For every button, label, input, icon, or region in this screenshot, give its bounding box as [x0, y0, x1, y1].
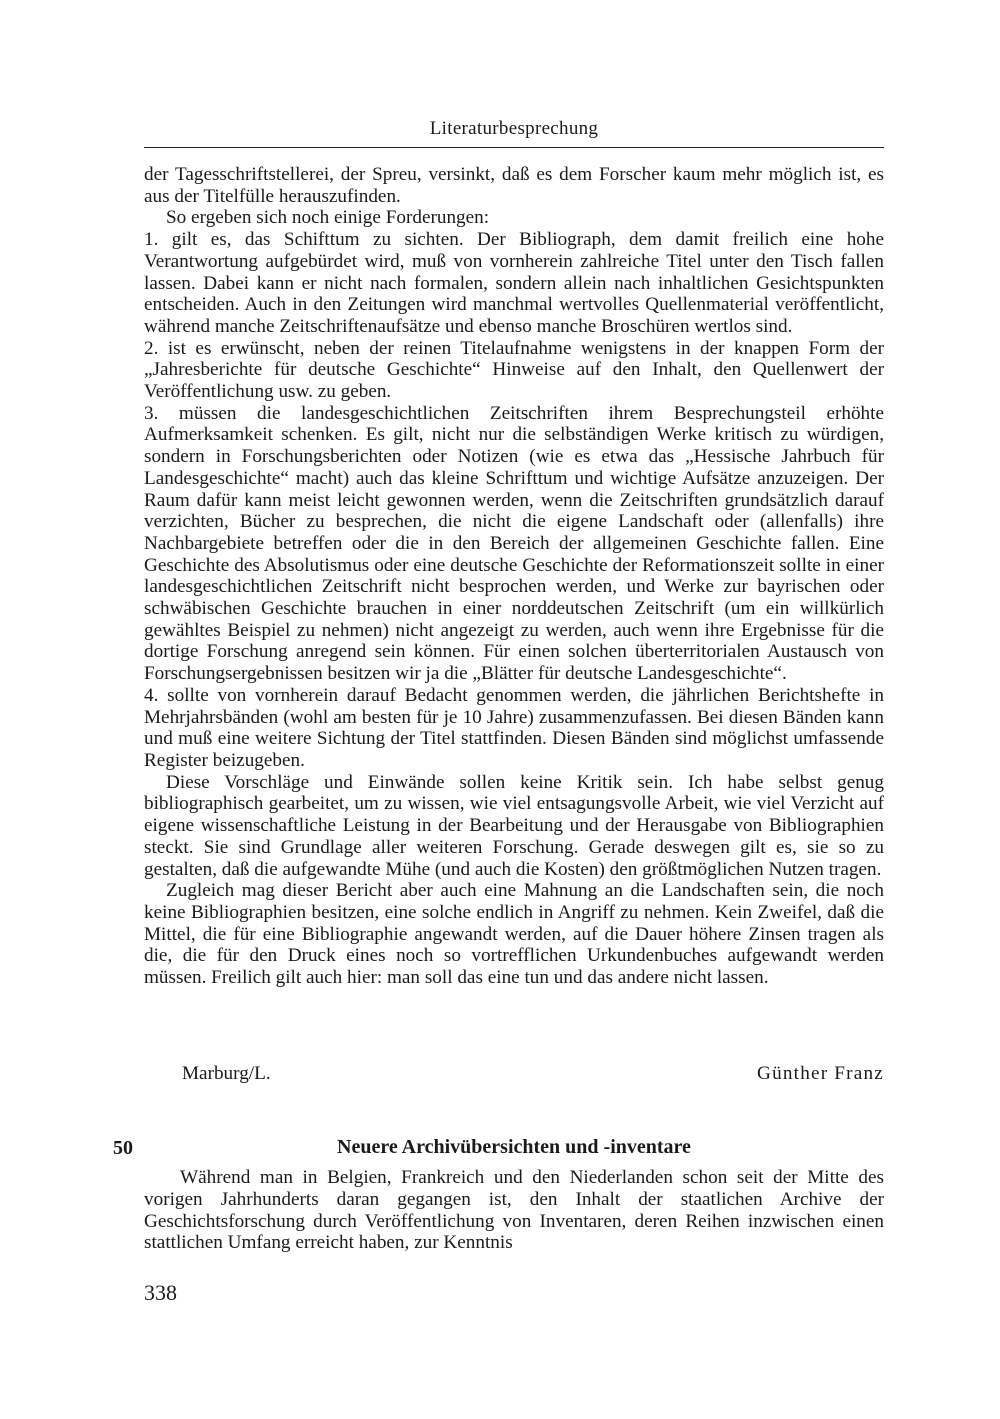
paragraph: der Tagesschriftstellerei, der Spreu, versinkt, daß es dem Forscher kaum mehr möglich ist, es aus der Titelfülle herauszufinden. — [144, 164, 884, 207]
running-head: Literaturbesprechung — [429, 118, 599, 139]
review-body — [144, 164, 884, 989]
paragraph: Diese Vorschläge und Einwände sollen keine Kritik sein. Ich habe selbst genug bibliographisch gearbeitet, um zu wissen, wie viel entsagungsvolle Arbeit, wie viel Verzicht auf eigene wissenschaftliche Leistung in der Bearbeitung und der Herausgabe von Bibliographien steckt. Sie sind Grundlage aller weiteren Forschung. Gerade deswegen gilt es, sie so zu gestalten, daß die aufgewandte Mühe (und auch die Kosten) den größtmöglichen Nutzen tragen. — [144, 771, 884, 880]
section-body — [144, 1167, 884, 1254]
paragraph: Zugleich mag dieser Bericht aber auch eine Mahnung an die Landschaften sein, die noch keine Bibliographien besitzen, eine solche endlich in Angriff zu nehmen. Kein Zweifel, daß die Mittel, die für eine Bibliographie angewandt werden, auf die Dauer höhere Zinsen tragen als die, die für den Druck eines noch so vortrefflichen Urkundenbuches aufgewandt werden müssen. Freilich gilt auch hier: man soll das eine tun und das andere nicht lassen. — [144, 880, 884, 989]
section-title: Neuere Archivübersichten und -inventare — [337, 1136, 691, 1158]
signature-place: Marburg/L. — [182, 1063, 271, 1084]
header-rule — [144, 147, 884, 148]
list-item: 3. müssen die landesgeschichtlichen Zeitschriften ihrem Besprechungsteil erhöhte Aufmerksamkeit schenken. Es gilt, nicht nur die selbständigen Werke kritisch zu würdigen, sondern in Forschungsberichten oder Notizen (wie es etwa das „Hessische Jahrbuch für Landesgeschichte“ macht) auch das kleine Schrifttum und wichtige Aufsätze anzuzeigen. Der Raum dafür kann meist leicht gewonnen werden, wenn die Zeitschriften grundsätzlich darauf verzichten, Bücher zu besprechen, die nicht die eigene Landschaft oder (allenfalls) ihre Nachbargebiete betreffen oder die in den Bereich der allgemeinen Geschichte fallen. Eine Geschichte des Absolutismus oder eine deutsche Geschichte der Reformationszeit sollte in einer landesgeschichtlichen Zeitschrift nicht besprochen werden, und Werke zur bayrischen oder schwäbischen Geschichte brauchen in einer norddeutschen Zeitschrift (um ein willkürlich gewähltes Beispiel zu nehmen) nicht angezeigt zu werden, auch wenn ihre Ergebnisse für die dortige Forschung anregend sein können. Für einen solchen überterritorialen Austausch von Forschungsergebnissen besitzen wir ja die „Blätter für deutsche Landesgeschichte“. — [144, 402, 884, 685]
section-number: 50 — [113, 1137, 133, 1159]
list-item: 2. ist es erwünscht, neben der reinen Titelaufnahme wenigstens in der knappen Form der „Jahresberichte für deutsche Geschichte“ Hinweise auf den Inhalt, den Quellenwert der Veröffentlichung usw. zu geben. — [144, 337, 884, 403]
signature-author: Günther Franz — [757, 1063, 884, 1084]
page-number: 338 — [144, 1280, 177, 1305]
paragraph: Während man in Belgien, Frankreich und den Niederlanden schon seit der Mitte des vorigen Jahrhunderts daran gegangen ist, den Inhalt der staatlichen Archive der Geschichtsforschung durch Veröffentlichung von Inventaren, deren Reihen inzwischen einen stattlichen Umfang erreicht haben, zur Kenntnis — [144, 1167, 884, 1254]
list-item: 1. gilt es, das Schifttum zu sichten. Der Bibliograph, dem damit freilich eine hohe Verantwortung aufgebürdet wird, muß von vornherein zahlreiche Titel unter den Tisch fallen lassen. Dabei kann er nicht nach formalen, sondern allein nach inhaltlichen Gesichtspunkten entscheiden. Auch in den Zeitungen wird manchmal wertvolles Quellenmaterial veröffentlicht, während manche Zeitschriftenaufsätze und ebenso manche Broschüren wertlos sind. — [144, 229, 884, 337]
list-item: 4. sollte von vornherein darauf Bedacht genommen werden, die jährlichen Berichtshefte in Mehrjahrsbänden (wohl am besten für je 10 Jahre) zusammenzufassen. Bei diesen Bänden kann und muß eine weitere Sichtung der Titel stattfinden. Diesen Bänden sind möglichst umfassende Register beizugeben. — [144, 684, 884, 771]
paragraph: So ergeben sich noch einige Forderungen: — [166, 207, 490, 229]
